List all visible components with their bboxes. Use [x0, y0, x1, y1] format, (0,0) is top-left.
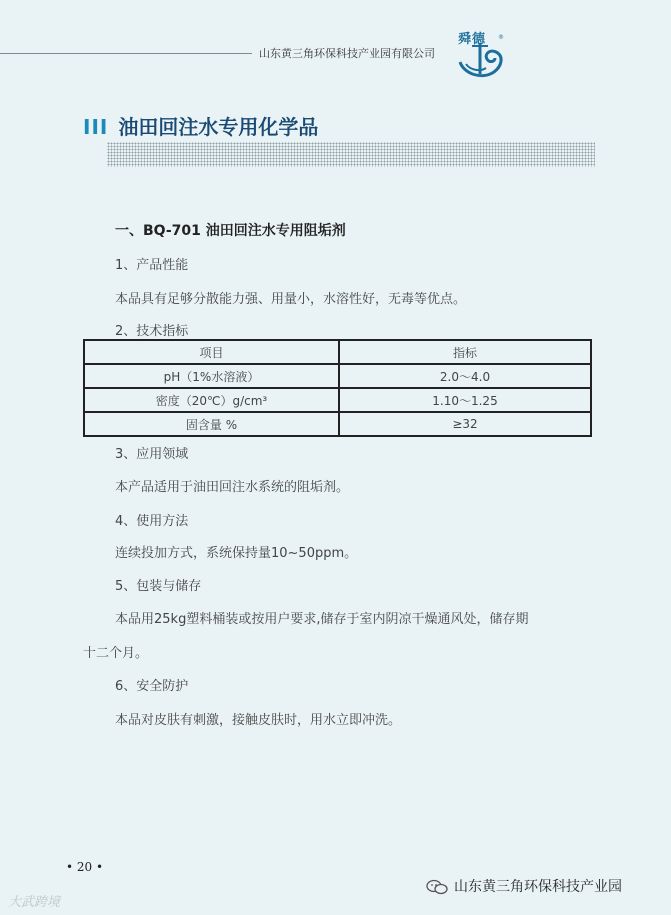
spec-table [83, 339, 592, 437]
table-cell: pH（1%水溶液） [84, 364, 339, 388]
table-row [84, 412, 591, 436]
s3-title: 3、应用领域 [115, 447, 189, 462]
table-header-row [84, 340, 591, 364]
s5-text-line2: 十二个月。 [83, 646, 149, 661]
table-cell: 2.0～4.0 [339, 364, 591, 388]
section-title [83, 111, 318, 140]
s1-title: 1、产品性能 [115, 258, 189, 273]
watermark-right [426, 876, 622, 896]
table-header: 指标 [339, 340, 591, 364]
dotted-banner [107, 142, 595, 167]
s5-title: 5、包装与储存 [115, 579, 202, 594]
s1-text: 本品具有足够分散能力强、用量小，水溶性好，无毒等优点。 [115, 292, 467, 307]
table-row [84, 364, 591, 388]
table-cell: ≥32 [339, 412, 591, 436]
section-title-text: 油田回注水专用化学品 [118, 115, 319, 139]
watermark-left: 大武跨境 [8, 895, 61, 910]
s6-title: 6、安全防护 [115, 679, 189, 694]
s4-title: 4、使用方法 [115, 514, 189, 529]
s2-title: 2、技术指标 [115, 324, 189, 339]
table-cell: 1.10～1.25 [339, 388, 591, 412]
table-header: 项目 [84, 340, 339, 364]
registered-mark: ® [498, 34, 504, 41]
s4-text: 连续投加方式，系统保持量10~50ppm。 [115, 546, 358, 561]
page-number: • 20 • [66, 860, 104, 874]
product-heading: 一、BQ-701 油田回注水专用阻垢剂 [115, 223, 346, 239]
company-name: 山东黄三角环保科技产业园有限公司 [259, 47, 435, 60]
logo-text: 舜德 [458, 32, 487, 47]
table-cell: 固含量 % [84, 412, 339, 436]
table-cell: 密度（20℃）g/cm³ [84, 388, 339, 412]
section-numeral: III [83, 115, 109, 139]
wechat-icon [426, 879, 448, 895]
s6-text: 本品对皮肤有刺激，接触皮肤时，用水立即冲洗。 [115, 713, 402, 728]
header-rule [0, 53, 252, 54]
watermark-right-text: 山东黄三角环保科技产业园 [454, 879, 622, 895]
s3-text: 本产品适用于油田回注水系统的阻垢剂。 [115, 480, 350, 495]
table-row [84, 388, 591, 412]
s5-text-line1: 本品用25kg塑料桶装或按用户要求,储存于室内阴凉干燥通风处，储存期 [115, 612, 529, 627]
